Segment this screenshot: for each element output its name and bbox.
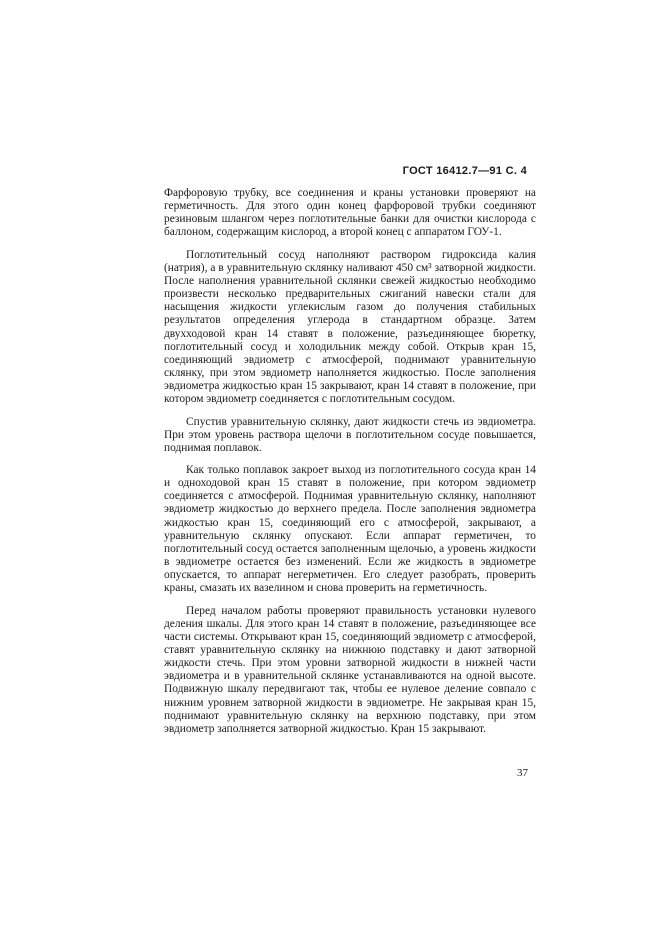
paragraph-lowering-flask: Спустив уравнительную склянку, дают жидкости стечь из эвдиометра. При этом уровень раствора щелочи в поглотительном сосуде повышается, поднимая поплавок. [164, 415, 536, 454]
paragraph-leak-test-intro: Фарфоровую трубку, все соединения и краны установки проверяют на герметичность. Для этого один конец фарфоровой трубки соединяют резиновым шлангом через поглотительные банки для очистки кислорода с баллоном, содержащим кислород, а второй конец с аппаратом ГОУ-1. [164, 187, 536, 239]
paragraph-zero-scale-check: Перед началом работы проверяют правильность установки нулевого деления шкалы. Для этого кран 14 ставят в положение, разъединяющее все части системы. Открывают кран 15, соединяющий эвдиометр с атмосферой, ставят уравнительную склянку на нижнюю подставку и дают затворной жидкости стечь. При этом уровни затворной жидкости в нижней части эвдиометра и в уравнительной склянке устанавливаются на одной высоте. Подвижную шкалу передвигают так, чтобы ее нулевое деление совпало с нижним уровнем затворной жидкости в эвдиометре. Не закрывая кран 15, поднимают уравнительную склянку на верхнюю подставку, при этом эвдиометр заполняется затворной жидкостью. Кран 15 закрывают. [164, 604, 536, 735]
standard-reference: ГОСТ 16412.7—91 С. 4 [402, 165, 527, 177]
document-body [164, 187, 536, 745]
paragraph-filling-vessel: Поглотительный сосуд наполняют раствором гидроксида калия (натрия), а в уравнительную склянку наливают 450 см³ затворной жидкости. После наполнения уравнительной склянки свежей жидкостью необходимо произвести несколько предварительных сжиганий навески стали для насыщения жидкости углекислым газом до получения стабильных результатов определения углерода в стандартном образце. Затем двухходовой кран 14 ставят в положение, разъединяющее бюретку, поглотительный сосуд и холодильник между собой. Открыв кран 15, соединяющий эвдиометр с атмосферой, поднимают уравнительную склянку, при этом эвдиометр наполняется жидкостью. После заполнения эвдиометра жидкостью кран 15 закрывают, кран 14 ставят в положение, при котором эвдиометр соединяется с поглотительным сосудом. [164, 248, 536, 406]
page-number: 37 [517, 767, 528, 779]
paragraph-tightness-check: Как только поплавок закроет выход из поглотительного сосуда кран 14 и одноходовой кран 15 ставят в положение, при котором эвдиометр соединяется с атмосферой. Поднимая уравнительную склянку, наполняют эвдиометр жидкостью до верхнего предела. После заполнения эвдиометра жидкостью кран 15, соединяющий его с атмосферой, закрывают, а уравнительную склянку опускают. Если аппарат герметичен, то поглотительный сосуд остается заполненным щелочью, а уровень жидкости в эвдиометре остается без изменений. Если же жидкость в эвдиометре опускается, то аппарат негерметичен. Его следует разобрать, проверить краны, смазать их вазелином и снова проверить на герметичность. [164, 463, 536, 595]
